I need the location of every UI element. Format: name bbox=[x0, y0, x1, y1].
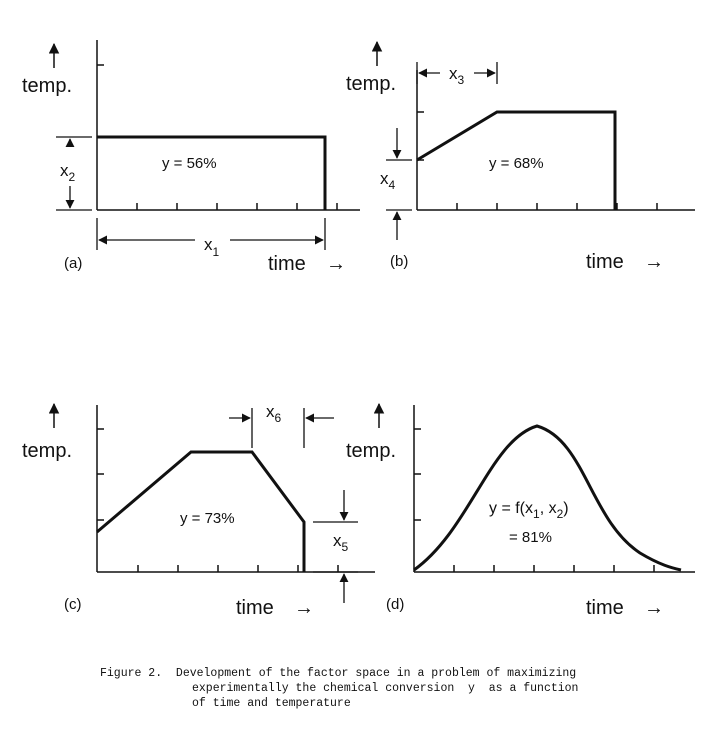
panel-c-x5-label: $x_5$ bbox=[333, 531, 349, 554]
panel-a bbox=[22, 40, 360, 275]
panel-a-x1-label: $x_1$ bbox=[204, 235, 220, 259]
panel-d-x-axis bbox=[414, 565, 695, 572]
panel-b-time-arrow: → bbox=[644, 251, 664, 273]
panel-d-time-arrow: → bbox=[644, 597, 664, 619]
figure-caption bbox=[100, 667, 578, 710]
panel-b-y-axis bbox=[417, 70, 424, 210]
panel-c-x6-label: $x_6$ bbox=[266, 402, 282, 425]
panel-c-time-label: time bbox=[236, 597, 274, 619]
panel-a-time-label: time bbox=[268, 253, 306, 275]
panel-b-tag: (b) bbox=[390, 253, 409, 270]
panel-c bbox=[22, 402, 375, 619]
panel-a-temperature-profile bbox=[97, 137, 325, 210]
panel-a-temp-label: temp. bbox=[22, 75, 73, 97]
panel-d-equation: $y = f(x_1$, $x_2$) bbox=[489, 500, 569, 521]
panel-a-x2-label: $x_2$ bbox=[60, 161, 76, 184]
panel-d-temperature-profile bbox=[414, 426, 681, 570]
caption-line-2: experimentally the chemical conversion y as a function bbox=[192, 682, 579, 695]
panel-a-tag: (a) bbox=[64, 255, 83, 272]
panel-c-equation: y = 73% bbox=[180, 510, 235, 527]
panel-a-time-arrow: → bbox=[326, 253, 346, 275]
panel-a-equation: y = 56% bbox=[162, 155, 217, 172]
panel-b-x3-label: $x_3$ bbox=[449, 64, 465, 87]
panel-c-tag: (c) bbox=[64, 596, 82, 613]
panel-a-x-axis bbox=[97, 203, 360, 210]
panel-b-time-label: time bbox=[586, 251, 624, 273]
panel-d-equation-value: = 81% bbox=[509, 529, 552, 546]
panel-a-y-axis bbox=[97, 40, 104, 210]
caption-line-1: Figure 2. Development of the factor space in a problem of maximizing bbox=[100, 667, 577, 680]
caption-line-3: of time and temperature bbox=[192, 697, 351, 710]
panel-d-tag: (d) bbox=[386, 596, 405, 613]
panel-d-time-label: time bbox=[586, 597, 624, 619]
panel-b-equation: y = 68% bbox=[489, 155, 544, 172]
panel-b-x4-label: $x_4$ bbox=[380, 169, 396, 192]
panel-c-x6-dimension bbox=[229, 408, 334, 448]
panel-b-temp-label: temp. bbox=[346, 73, 397, 95]
panel-c-y-axis bbox=[97, 405, 104, 572]
panel-c-x-axis bbox=[97, 565, 375, 572]
panel-d-y-axis bbox=[414, 405, 421, 572]
panel-d-temp-label: temp. bbox=[346, 440, 397, 462]
panel-d bbox=[346, 404, 695, 619]
panel-b bbox=[346, 42, 695, 273]
panel-c-temp-label: temp. bbox=[22, 440, 73, 462]
panel-b-x-axis bbox=[417, 203, 695, 210]
panel-c-time-arrow: → bbox=[294, 597, 314, 619]
